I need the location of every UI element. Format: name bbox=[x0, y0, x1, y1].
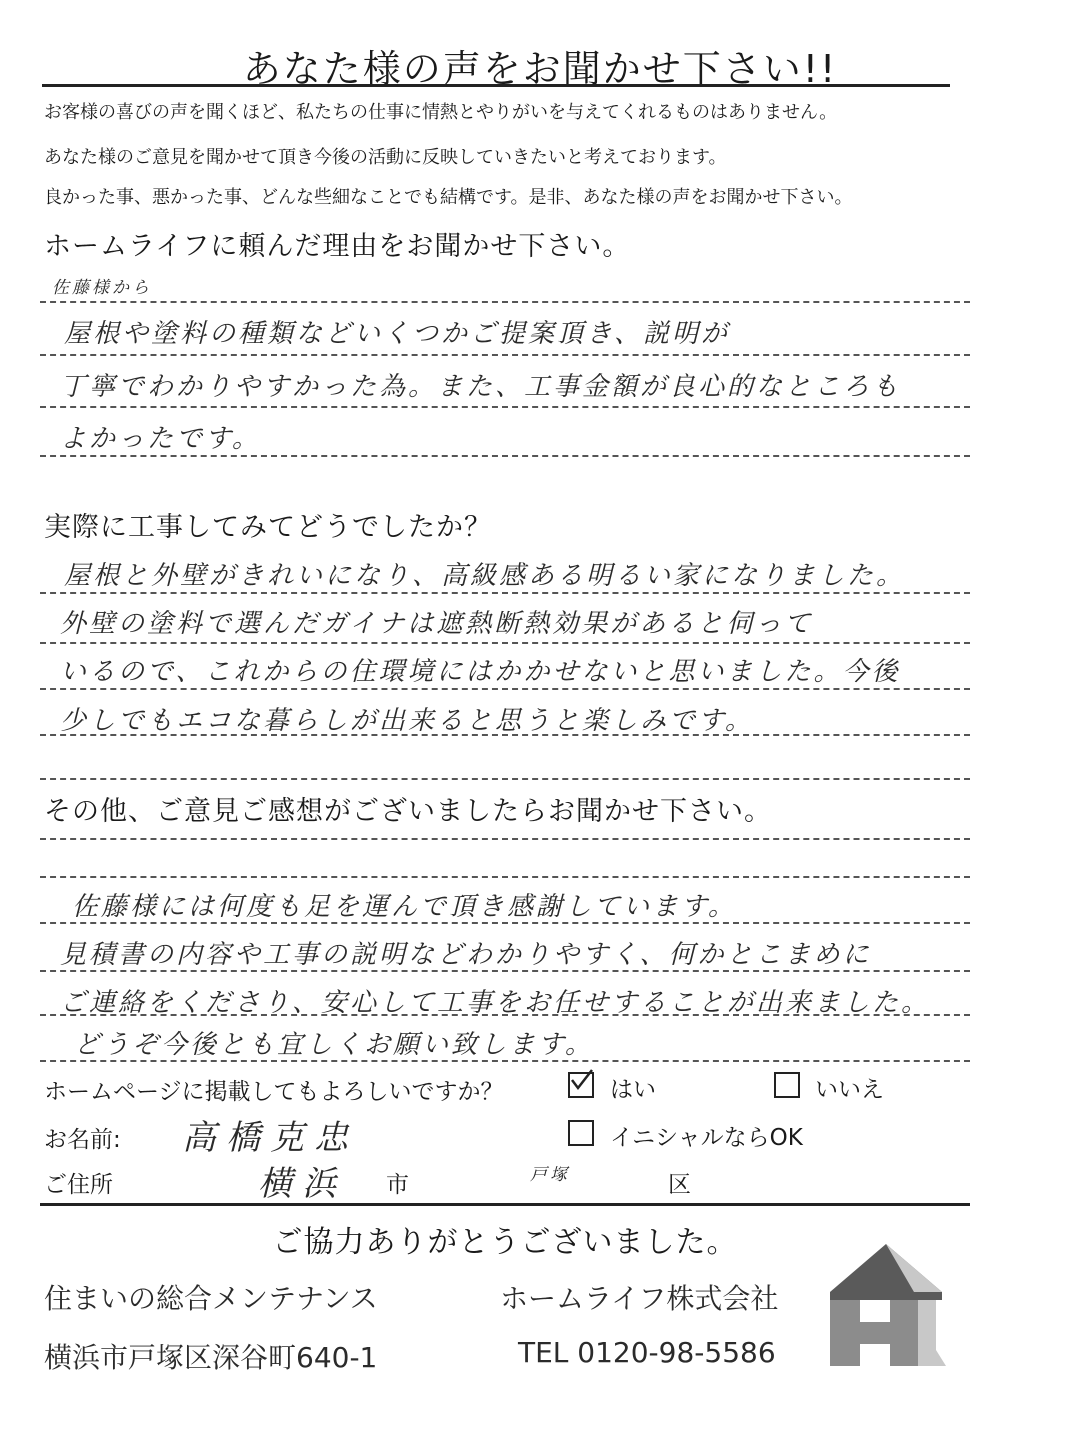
consent-yes-label: はい bbox=[610, 1077, 656, 1103]
answer-line bbox=[40, 455, 970, 457]
company-name: ホームライフ株式会社 bbox=[500, 1282, 779, 1315]
answer-3-line-4: どうぞ今後とも宜しくお願い致します。 bbox=[74, 1030, 594, 1060]
answer-3-line-2: 見積書の内容や工事の説明などわかりやすく、何かとこまめに bbox=[60, 940, 872, 970]
footer-divider bbox=[40, 1203, 970, 1206]
answer-2-line-1: 屋根と外壁がきれいになり、高級感ある明るい家になりました。 bbox=[64, 561, 906, 591]
intro-line-3: 良かった事、悪かった事、どんな些細なことでも結構です。是非、あなた様の声をお聞かせ下さい。 bbox=[44, 187, 853, 208]
address-city-suffix: 市 bbox=[386, 1172, 409, 1198]
answer-line bbox=[40, 1014, 970, 1016]
answer-line bbox=[40, 592, 970, 594]
initial-ok-checkbox[interactable] bbox=[568, 1120, 594, 1146]
answer-1-line-1: 屋根や塗料の種類などいくつかご提案頂き、説明が bbox=[64, 319, 730, 349]
answer-2-line-2: 外壁の塗料で選んだガイナは遮熱断熱効果があると伺って bbox=[60, 609, 814, 639]
answer-line bbox=[40, 970, 970, 972]
answer-2-line-4: 少しでもエコな暮らしが出来ると思うと楽しみです。 bbox=[60, 706, 754, 736]
address-ward-value: 戸塚 bbox=[530, 1165, 570, 1185]
company-address: 横浜市戸塚区深谷町640-1 bbox=[44, 1341, 378, 1374]
company-tel: TEL 0120-98-5586 bbox=[518, 1336, 776, 1369]
answer-1-line-2: 丁寧でわかりやすかった為。また、工事金額が良心的なところも bbox=[60, 372, 902, 402]
answer-line bbox=[40, 838, 970, 840]
answer-line bbox=[40, 734, 970, 736]
intro-line-1: お客様の喜びの声を聞くほど、私たちの仕事に情熱とやりがいを与えてくれるものはありません。 bbox=[44, 102, 838, 123]
question-3-heading: その他、ご意見ご感想がございましたらお聞かせ下さい。 bbox=[44, 796, 772, 827]
logo-h-right bbox=[890, 1300, 918, 1366]
answer-2-line-3: いるので、これからの住環境にはかかせないと思いました。今後 bbox=[60, 657, 901, 687]
answer-line bbox=[40, 778, 970, 780]
question-2-heading: 実際に工事してみてどうでしたか？ bbox=[44, 512, 492, 543]
name-label: お名前: bbox=[44, 1127, 121, 1153]
logo-h-left bbox=[830, 1300, 860, 1366]
company-tagline: 住まいの総合メンテナンス bbox=[44, 1282, 378, 1315]
answer-line bbox=[40, 922, 970, 924]
consent-no-label: いいえ bbox=[815, 1077, 884, 1103]
answer-line bbox=[40, 354, 970, 356]
consent-question: ホームページに掲載してもよろしいですか？ bbox=[44, 1079, 504, 1105]
answer-3-line-3: ご連絡をくださり、安心して工事をお任せすることが出来ました。 bbox=[60, 988, 931, 1018]
title-underline bbox=[42, 84, 950, 87]
company-logo bbox=[824, 1240, 948, 1370]
name-value: 高橋克忠 bbox=[182, 1118, 358, 1158]
answer-line bbox=[40, 301, 970, 303]
intro-line-2: あなた様のご意見を聞かせて頂き今後の活動に反映していきたいと考えております。 bbox=[44, 147, 727, 168]
question-1-heading: ホームライフに頼んだ理由をお聞かせ下さい。 bbox=[44, 231, 631, 262]
initial-ok-label: イニシャルならOK bbox=[610, 1125, 803, 1151]
answer-line bbox=[40, 642, 970, 644]
address-ward-suffix: 区 bbox=[668, 1172, 691, 1198]
page-title: あなた様の声をお聞かせ下さい!! bbox=[242, 47, 838, 91]
answer-line bbox=[40, 688, 970, 690]
answer-1-line-3: よかったです。 bbox=[60, 424, 261, 454]
thanks-message: ご協力ありがとうございました。 bbox=[272, 1225, 738, 1260]
answer-3-line-1: 佐藤様には何度も足を運んで頂き感謝しています。 bbox=[72, 892, 737, 922]
address-label: ご住所 bbox=[44, 1172, 113, 1198]
answer-1-prefix: 佐藤様から bbox=[52, 278, 152, 298]
answer-line bbox=[40, 406, 970, 408]
address-city-value: 横浜 bbox=[258, 1164, 346, 1204]
check-mark-icon bbox=[572, 1070, 592, 1088]
logo-l bbox=[918, 1300, 946, 1366]
consent-no-checkbox[interactable] bbox=[774, 1072, 800, 1098]
answer-line bbox=[40, 1060, 970, 1062]
consent-yes-checkbox[interactable] bbox=[568, 1072, 594, 1098]
answer-line bbox=[40, 876, 970, 878]
logo-h-bar bbox=[860, 1322, 890, 1344]
